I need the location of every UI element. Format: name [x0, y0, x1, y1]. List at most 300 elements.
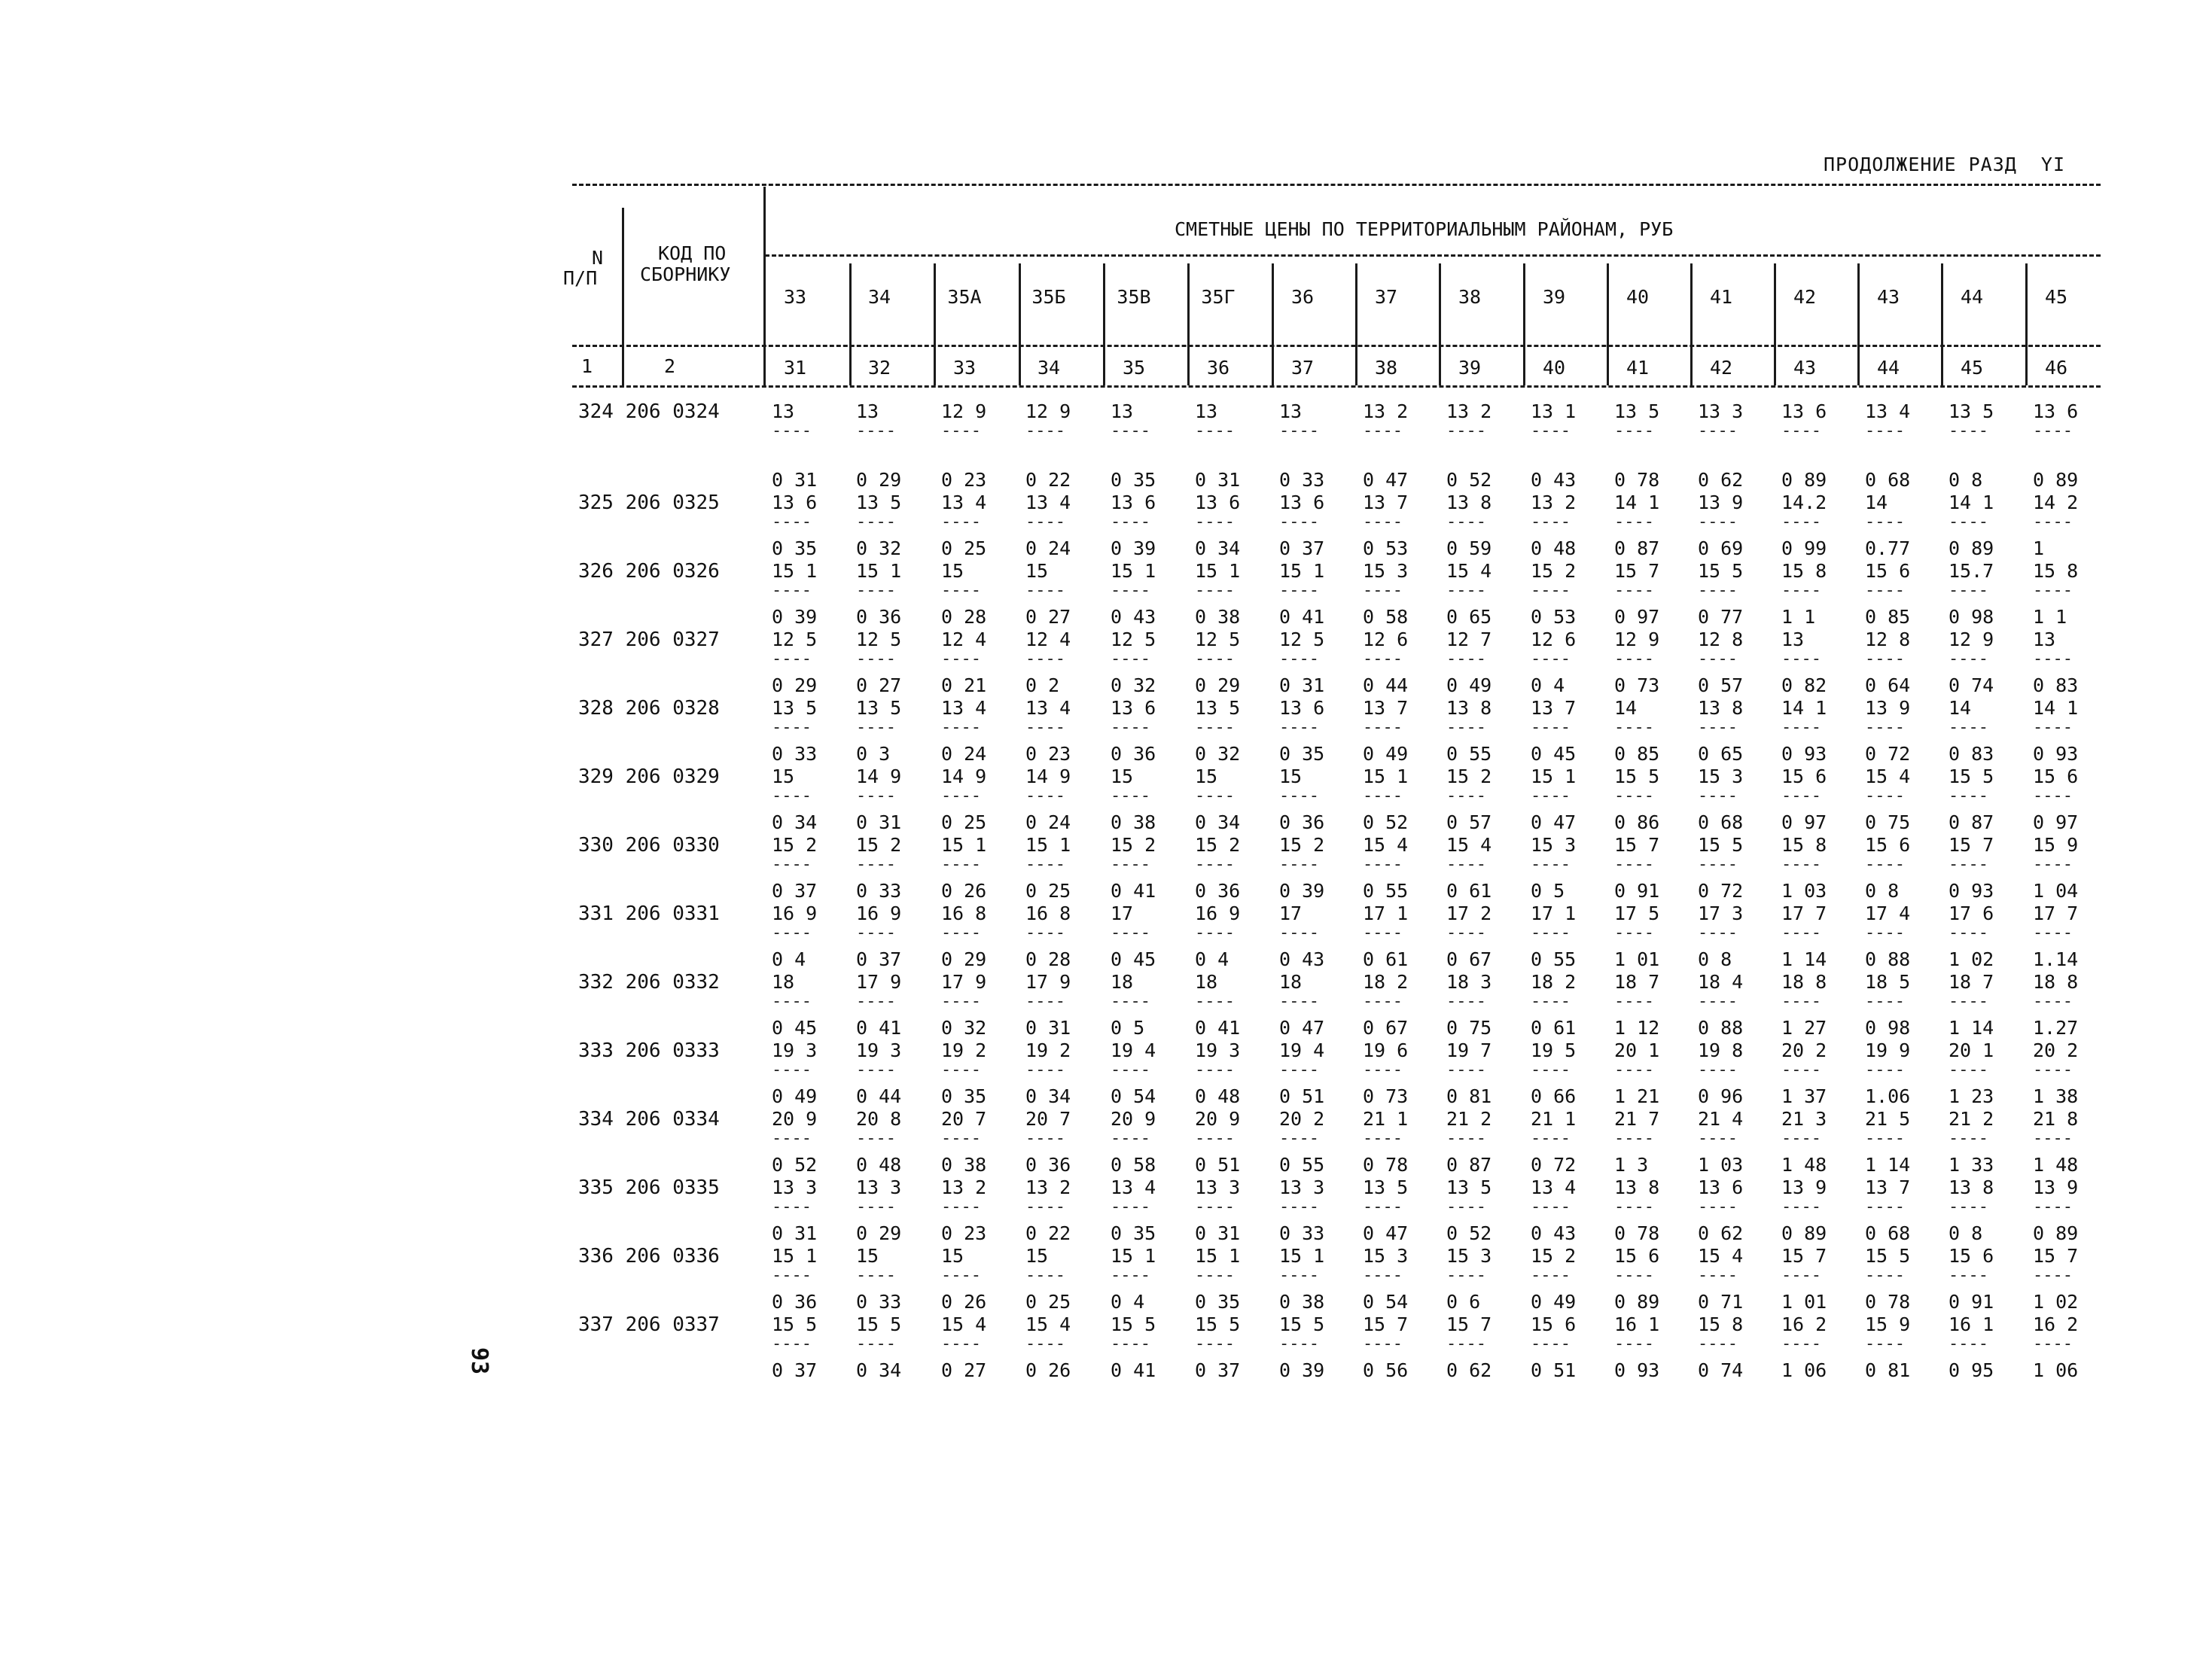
fraction-bar: ---- [856, 1266, 896, 1285]
row-label: 336 206 0336 [578, 1245, 720, 1268]
price-cell: 12 5 [1195, 628, 1241, 650]
price-cell: 19 7 [1446, 1039, 1492, 1061]
header-vline [1019, 263, 1021, 385]
price-cell: 0 28 [941, 606, 987, 628]
price-cell: 0 72 [1698, 880, 1744, 902]
price-cell: 17 5 [1614, 902, 1660, 924]
price-cell: 13 3 [772, 1176, 818, 1198]
fraction-bar: ---- [1949, 992, 1988, 1011]
fraction-bar: ---- [1614, 855, 1654, 874]
fraction-bar: ---- [1111, 1335, 1150, 1353]
price-cell: 13 5 [856, 492, 902, 513]
price-cell: 0 89 [1949, 537, 1994, 559]
price-cell: 13 4 [1531, 1176, 1577, 1198]
price-cell: 0 27 [941, 1359, 987, 1381]
fraction-bar: ---- [1111, 718, 1150, 737]
fraction-bar: ---- [1865, 924, 1905, 942]
price-cell: 0 52 [1363, 811, 1409, 833]
price-cell: 18 8 [1781, 971, 1827, 993]
price-cell: 0 43 [1531, 469, 1577, 491]
fraction-bar: ---- [1363, 1061, 1403, 1079]
fraction-bar: ---- [1446, 1198, 1486, 1216]
fraction-bar: ---- [1865, 992, 1905, 1011]
district-header: 34 [867, 286, 891, 308]
price-cell: 16 8 [941, 902, 987, 924]
price-cell: 0 78 [1363, 1154, 1409, 1176]
fraction-bar: ---- [1363, 924, 1403, 942]
price-cell: 18 [1111, 971, 1134, 993]
fraction-bar: ---- [1531, 787, 1571, 805]
price-cell: 15 7 [1614, 560, 1660, 582]
price-cell: 0 68 [1865, 1222, 1911, 1244]
price-cell: 0 74 [1698, 1359, 1744, 1381]
price-cell: 1 1 [2033, 606, 2067, 628]
price-cell: 13 5 [1614, 400, 1660, 422]
price-cell: 0 58 [1363, 606, 1409, 628]
row-label: 331 206 0331 [578, 902, 720, 925]
fraction-bar: ---- [856, 1129, 896, 1148]
fraction-bar: ---- [1781, 1266, 1821, 1285]
fraction-bar: ---- [1865, 581, 1905, 600]
price-cell: 0 38 [941, 1154, 987, 1176]
price-cell: 0 75 [1446, 1017, 1492, 1039]
price-cell: 0 61 [1363, 948, 1409, 970]
fraction-bar: ---- [1279, 581, 1319, 600]
price-cell: 19 4 [1111, 1039, 1156, 1061]
table-rule [572, 385, 2101, 388]
price-cell: 13 9 [2033, 1176, 2079, 1198]
price-cell: 13 2 [1531, 492, 1577, 513]
fraction-bar: ---- [1446, 581, 1486, 600]
price-cell: 15 7 [1363, 1313, 1409, 1335]
price-cell: 13 8 [1949, 1176, 1994, 1198]
price-cell: 15 6 [1865, 834, 1911, 856]
fraction-bar: ---- [1025, 1061, 1065, 1079]
fraction-bar: ---- [856, 992, 896, 1011]
district-header: 45 [2044, 286, 2068, 308]
fraction-bar: ---- [1531, 422, 1571, 440]
price-cell: 0 26 [1025, 1359, 1071, 1381]
price-cell: 0 93 [2033, 743, 2079, 765]
fraction-bar: ---- [2033, 422, 2073, 440]
price-cell: 20 9 [772, 1108, 818, 1130]
price-cell: 13 1 [1531, 400, 1577, 422]
column-number: 39 [1458, 357, 1482, 379]
price-cell: 15 8 [2033, 560, 2079, 582]
price-cell: 13 4 [1111, 1176, 1156, 1198]
price-cell: 14 2 [2033, 492, 2079, 513]
price-cell: 0 31 [1195, 1222, 1241, 1244]
price-cell: 0 39 [1279, 880, 1325, 902]
price-cell: 0 91 [1614, 880, 1660, 902]
fraction-bar: ---- [941, 422, 981, 440]
price-cell: 0 5 [1531, 880, 1565, 902]
price-cell: 0 36 [1195, 880, 1241, 902]
price-cell: 15 7 [1949, 834, 1994, 856]
price-cell: 18 [772, 971, 795, 993]
price-cell: 12 8 [1698, 628, 1744, 650]
fraction-bar: ---- [1195, 718, 1235, 737]
price-cell: 1 33 [1949, 1154, 1994, 1176]
price-cell: 0 34 [772, 811, 818, 833]
header-vline [849, 263, 852, 385]
fraction-bar: ---- [1614, 787, 1654, 805]
price-cell: 20 8 [856, 1108, 902, 1130]
fraction-bar: ---- [1279, 924, 1319, 942]
price-cell: 12 9 [1949, 628, 1994, 650]
price-cell: 15 4 [1446, 834, 1492, 856]
row-label: 332 206 0332 [578, 971, 720, 994]
price-cell: 0 93 [1949, 880, 1994, 902]
fraction-bar: ---- [1781, 992, 1821, 1011]
price-cell: 0 33 [856, 880, 902, 902]
price-cell: 15 9 [2033, 834, 2079, 856]
column-number: 33 [952, 357, 977, 379]
price-cell: 0 35 [772, 537, 818, 559]
fraction-bar: ---- [1865, 422, 1905, 440]
price-cell: 0 97 [1781, 811, 1827, 833]
price-cell: 0 2 [1025, 674, 1060, 696]
fraction-bar: ---- [1698, 1198, 1738, 1216]
price-cell: 0 25 [941, 811, 987, 833]
fraction-bar: ---- [1025, 787, 1065, 805]
price-cell: 21 1 [1531, 1108, 1577, 1130]
header-vline [1607, 263, 1609, 385]
price-cell: 18 [1279, 971, 1303, 993]
price-cell: 15 1 [1363, 765, 1409, 787]
price-cell: 13 6 [772, 492, 818, 513]
price-cell: 1 21 [1614, 1085, 1660, 1107]
price-cell: 14.2 [1781, 492, 1827, 513]
price-cell: 0 37 [772, 880, 818, 902]
fraction-bar: ---- [1781, 787, 1821, 805]
price-cell: 0 22 [1025, 469, 1071, 491]
price-cell: 17 [1279, 902, 1303, 924]
price-cell: 15 3 [1531, 834, 1577, 856]
header-n: N [592, 247, 604, 269]
fraction-bar: ---- [772, 1129, 812, 1148]
row-label: 325 206 0325 [578, 492, 720, 514]
fraction-bar: ---- [1531, 1129, 1571, 1148]
price-cell: 0 81 [1446, 1085, 1492, 1107]
fraction-bar: ---- [856, 924, 896, 942]
column-number: 36 [1206, 357, 1230, 379]
price-cell: 14 9 [941, 765, 987, 787]
fraction-bar: ---- [856, 1198, 896, 1216]
price-cell: 17 6 [1949, 902, 1994, 924]
fraction-bar: ---- [856, 1061, 896, 1079]
fraction-bar: ---- [1111, 1129, 1150, 1148]
fraction-bar: ---- [1025, 855, 1065, 874]
fraction-bar: ---- [1949, 1266, 1988, 1285]
price-cell: 0 41 [1111, 880, 1156, 902]
price-cell: 0 39 [1279, 1359, 1325, 1381]
price-cell: 0 27 [856, 674, 902, 696]
price-cell: 13 9 [1698, 492, 1744, 513]
price-cell: 18 5 [1865, 971, 1911, 993]
price-cell: 0 83 [2033, 674, 2079, 696]
fraction-bar: ---- [1111, 1061, 1150, 1079]
fraction-bar: ---- [1698, 718, 1738, 737]
price-cell: 1.14 [2033, 948, 2079, 970]
price-cell: 0 32 [856, 537, 902, 559]
table-rule [572, 184, 2101, 186]
fraction-bar: ---- [941, 1129, 981, 1148]
header-vline [1439, 263, 1441, 385]
price-cell: 1 01 [1614, 948, 1660, 970]
price-cell: 0 75 [1865, 811, 1911, 833]
fraction-bar: ---- [1614, 513, 1654, 531]
price-cell: 15 1 [1279, 560, 1325, 582]
price-cell: 19 6 [1363, 1039, 1409, 1061]
price-cell: 0 45 [772, 1017, 818, 1039]
table-rule [572, 345, 2101, 347]
price-cell: 0 23 [1025, 743, 1071, 765]
header-subrule [765, 254, 2101, 257]
price-cell: 15 3 [1363, 560, 1409, 582]
price-cell: 0 64 [1865, 674, 1911, 696]
fraction-bar: ---- [1279, 787, 1319, 805]
price-cell: 15 4 [1363, 834, 1409, 856]
price-cell: 0 48 [1195, 1085, 1241, 1107]
price-cell: 0 37 [1279, 537, 1325, 559]
price-cell: 0 68 [1698, 811, 1744, 833]
price-cell: 13 4 [1865, 400, 1911, 422]
fraction-bar: ---- [1781, 650, 1821, 668]
price-cell: 13 4 [941, 697, 987, 719]
price-cell: 0 31 [772, 469, 818, 491]
fraction-bar: ---- [1111, 1198, 1150, 1216]
price-cell: 0 24 [1025, 537, 1071, 559]
price-cell: 13 2 [1446, 400, 1492, 422]
price-cell: 0 28 [1025, 948, 1071, 970]
fraction-bar: ---- [2033, 1061, 2073, 1079]
price-cell: 20 7 [941, 1108, 987, 1130]
price-cell: 0 41 [856, 1017, 902, 1039]
price-cell: 0 36 [1279, 811, 1325, 833]
price-cell: 15 7 [1446, 1313, 1492, 1335]
price-cell: 13 7 [1531, 697, 1577, 719]
price-cell: 13 8 [1614, 1176, 1660, 1198]
fraction-bar: ---- [1865, 650, 1905, 668]
fraction-bar: ---- [772, 513, 812, 531]
price-cell: 0 32 [1195, 743, 1241, 765]
price-cell: 13 6 [1279, 492, 1325, 513]
price-cell: 0 47 [1279, 1017, 1325, 1039]
price-cell: 15 5 [1698, 834, 1744, 856]
section-continuation-header: ПРОДОЛЖЕНИЕ РАЗД YI [1824, 154, 2066, 175]
price-cell: 12 9 [1614, 628, 1660, 650]
price-cell: 13 6 [2033, 400, 2079, 422]
district-header: 33 [783, 286, 807, 308]
header-vline [1523, 263, 1525, 385]
fraction-bar: ---- [772, 1061, 812, 1079]
fraction-bar: ---- [1781, 581, 1821, 600]
price-cell: 0 36 [772, 1291, 818, 1313]
fraction-bar: ---- [1446, 992, 1486, 1011]
price-cell: 13 3 [856, 1176, 902, 1198]
header-vline [1103, 263, 1105, 385]
price-cell: 0 69 [1698, 537, 1744, 559]
price-cell: 0 72 [1531, 1154, 1577, 1176]
fraction-bar: ---- [1781, 1198, 1821, 1216]
price-cell: 0 78 [1614, 1222, 1660, 1244]
fraction-bar: ---- [1698, 513, 1738, 531]
fraction-bar: ---- [1195, 855, 1235, 874]
fraction-bar: ---- [1781, 1129, 1821, 1148]
fraction-bar: ---- [1531, 718, 1571, 737]
fraction-bar: ---- [1195, 787, 1235, 805]
price-cell: 14 1 [1614, 492, 1660, 513]
price-cell: 15 5 [1195, 1313, 1241, 1335]
price-cell: 0 47 [1531, 811, 1577, 833]
fraction-bar: ---- [1446, 787, 1486, 805]
price-cell: 0 62 [1698, 469, 1744, 491]
price-cell: 14 1 [2033, 697, 2079, 719]
price-cell: 13 6 [1781, 400, 1827, 422]
price-cell: 13 3 [1195, 1176, 1241, 1198]
fraction-bar: ---- [2033, 1198, 2073, 1216]
price-cell: 13 9 [1865, 697, 1911, 719]
district-header: 40 [1626, 286, 1650, 308]
price-cell: 15 5 [1949, 765, 1994, 787]
fraction-bar: ---- [1698, 1061, 1738, 1079]
price-cell: 0 59 [1446, 537, 1492, 559]
price-cell: 17 9 [856, 971, 902, 993]
fraction-bar: ---- [1614, 1129, 1654, 1148]
price-cell: 12 4 [1025, 628, 1071, 650]
fraction-bar: ---- [1698, 787, 1738, 805]
fraction-bar: ---- [1614, 924, 1654, 942]
price-cell: 15 6 [1865, 560, 1911, 582]
price-cell: 14 [1865, 492, 1888, 513]
fraction-bar: ---- [1279, 992, 1319, 1011]
price-cell: 0 36 [856, 606, 902, 628]
price-cell: 0 8 [1949, 1222, 1983, 1244]
price-cell: 1 06 [2033, 1359, 2079, 1381]
price-cell: 13 2 [1025, 1176, 1071, 1198]
price-cell: 0 22 [1025, 1222, 1071, 1244]
price-cell: 19 2 [941, 1039, 987, 1061]
price-cell: 1 12 [1614, 1017, 1660, 1039]
price-cell: 1 06 [1781, 1359, 1827, 1381]
price-cell: 0 35 [941, 1085, 987, 1107]
column-number: 44 [1876, 357, 1900, 379]
price-cell: 0 49 [772, 1085, 818, 1107]
fraction-bar: ---- [1279, 718, 1319, 737]
price-cell: 12 9 [1025, 400, 1071, 422]
price-cell: 16 2 [1781, 1313, 1827, 1335]
fraction-bar: ---- [1111, 787, 1150, 805]
fraction-bar: ---- [1363, 718, 1403, 737]
price-cell: 0 49 [1531, 1291, 1577, 1313]
price-cell: 13 [1781, 628, 1805, 650]
price-cell: 0 21 [941, 674, 987, 696]
price-cell: 12 5 [1279, 628, 1325, 650]
price-cell: 1 04 [2033, 880, 2079, 902]
fraction-bar: ---- [1363, 992, 1403, 1011]
fraction-bar: ---- [1531, 1266, 1571, 1285]
page-number: 93 [466, 1347, 492, 1375]
fraction-bar: ---- [1111, 1266, 1150, 1285]
price-cell: 0 68 [1865, 469, 1911, 491]
fraction-bar: ---- [1363, 787, 1403, 805]
fraction-bar: ---- [2033, 1266, 2073, 1285]
price-cell: 0 44 [1363, 674, 1409, 696]
price-cell: 0 27 [1025, 606, 1071, 628]
fraction-bar: ---- [1614, 1335, 1654, 1353]
price-cell: 15 1 [1531, 765, 1577, 787]
fraction-bar: ---- [1865, 1335, 1905, 1353]
price-cell: 13 3 [1279, 1176, 1325, 1198]
price-cell: 15 9 [1865, 1313, 1911, 1335]
price-cell: 0 87 [1949, 811, 1994, 833]
fraction-bar: ---- [2033, 513, 2073, 531]
price-cell: 1 01 [1781, 1291, 1827, 1313]
district-header: 36 [1290, 286, 1315, 308]
price-cell: 0 8 [1865, 880, 1900, 902]
price-cell: 0 29 [1195, 674, 1241, 696]
fraction-bar: ---- [1195, 992, 1235, 1011]
header-vline [1187, 263, 1190, 385]
fraction-bar: ---- [941, 718, 981, 737]
fraction-bar: ---- [1279, 650, 1319, 668]
price-cell: 15 2 [856, 834, 902, 856]
row-label: 327 206 0327 [578, 628, 720, 651]
price-cell: 20 1 [1949, 1039, 1994, 1061]
price-cell: 15 1 [856, 560, 902, 582]
price-cell: 13 4 [1025, 697, 1071, 719]
price-cell: 0.77 [1865, 537, 1911, 559]
header-vline [934, 263, 936, 385]
fraction-bar: ---- [1363, 422, 1403, 440]
fraction-bar: ---- [1363, 581, 1403, 600]
column-number: 40 [1542, 357, 1566, 379]
price-cell: 0 48 [856, 1154, 902, 1176]
price-cell: 0 52 [772, 1154, 818, 1176]
price-cell: 0 85 [1614, 743, 1660, 765]
fraction-bar: ---- [1865, 513, 1905, 531]
price-cell: 0 93 [1781, 743, 1827, 765]
price-cell: 13 [2033, 628, 2056, 650]
price-cell: 17 3 [1698, 902, 1744, 924]
price-cell: 0 5 [1111, 1017, 1145, 1039]
price-cell: 13 5 [1446, 1176, 1492, 1198]
price-cell: 15 7 [1614, 834, 1660, 856]
price-cell: 17 4 [1865, 902, 1911, 924]
fraction-bar: ---- [1195, 1198, 1235, 1216]
price-cell: 15 1 [1111, 560, 1156, 582]
price-cell: 0 91 [1949, 1291, 1994, 1313]
header-vline [2025, 263, 2028, 385]
fraction-bar: ---- [1111, 650, 1150, 668]
price-cell: 21 4 [1698, 1108, 1744, 1130]
price-cell: 15.7 [1949, 560, 1994, 582]
price-cell: 13 [772, 400, 795, 422]
fraction-bar: ---- [1111, 513, 1150, 531]
price-cell: 12 5 [856, 628, 902, 650]
price-cell: 0 65 [1698, 743, 1744, 765]
price-cell: 1 02 [2033, 1291, 2079, 1313]
price-cell: 17 7 [1781, 902, 1827, 924]
fraction-bar: ---- [1531, 1335, 1571, 1353]
fraction-bar: ---- [941, 787, 981, 805]
price-cell: 0 34 [1195, 537, 1241, 559]
price-cell: 15 2 [1111, 834, 1156, 856]
price-cell: 15 5 [1865, 1245, 1911, 1267]
fraction-bar: ---- [1949, 787, 1988, 805]
price-cell: 19 3 [1195, 1039, 1241, 1061]
